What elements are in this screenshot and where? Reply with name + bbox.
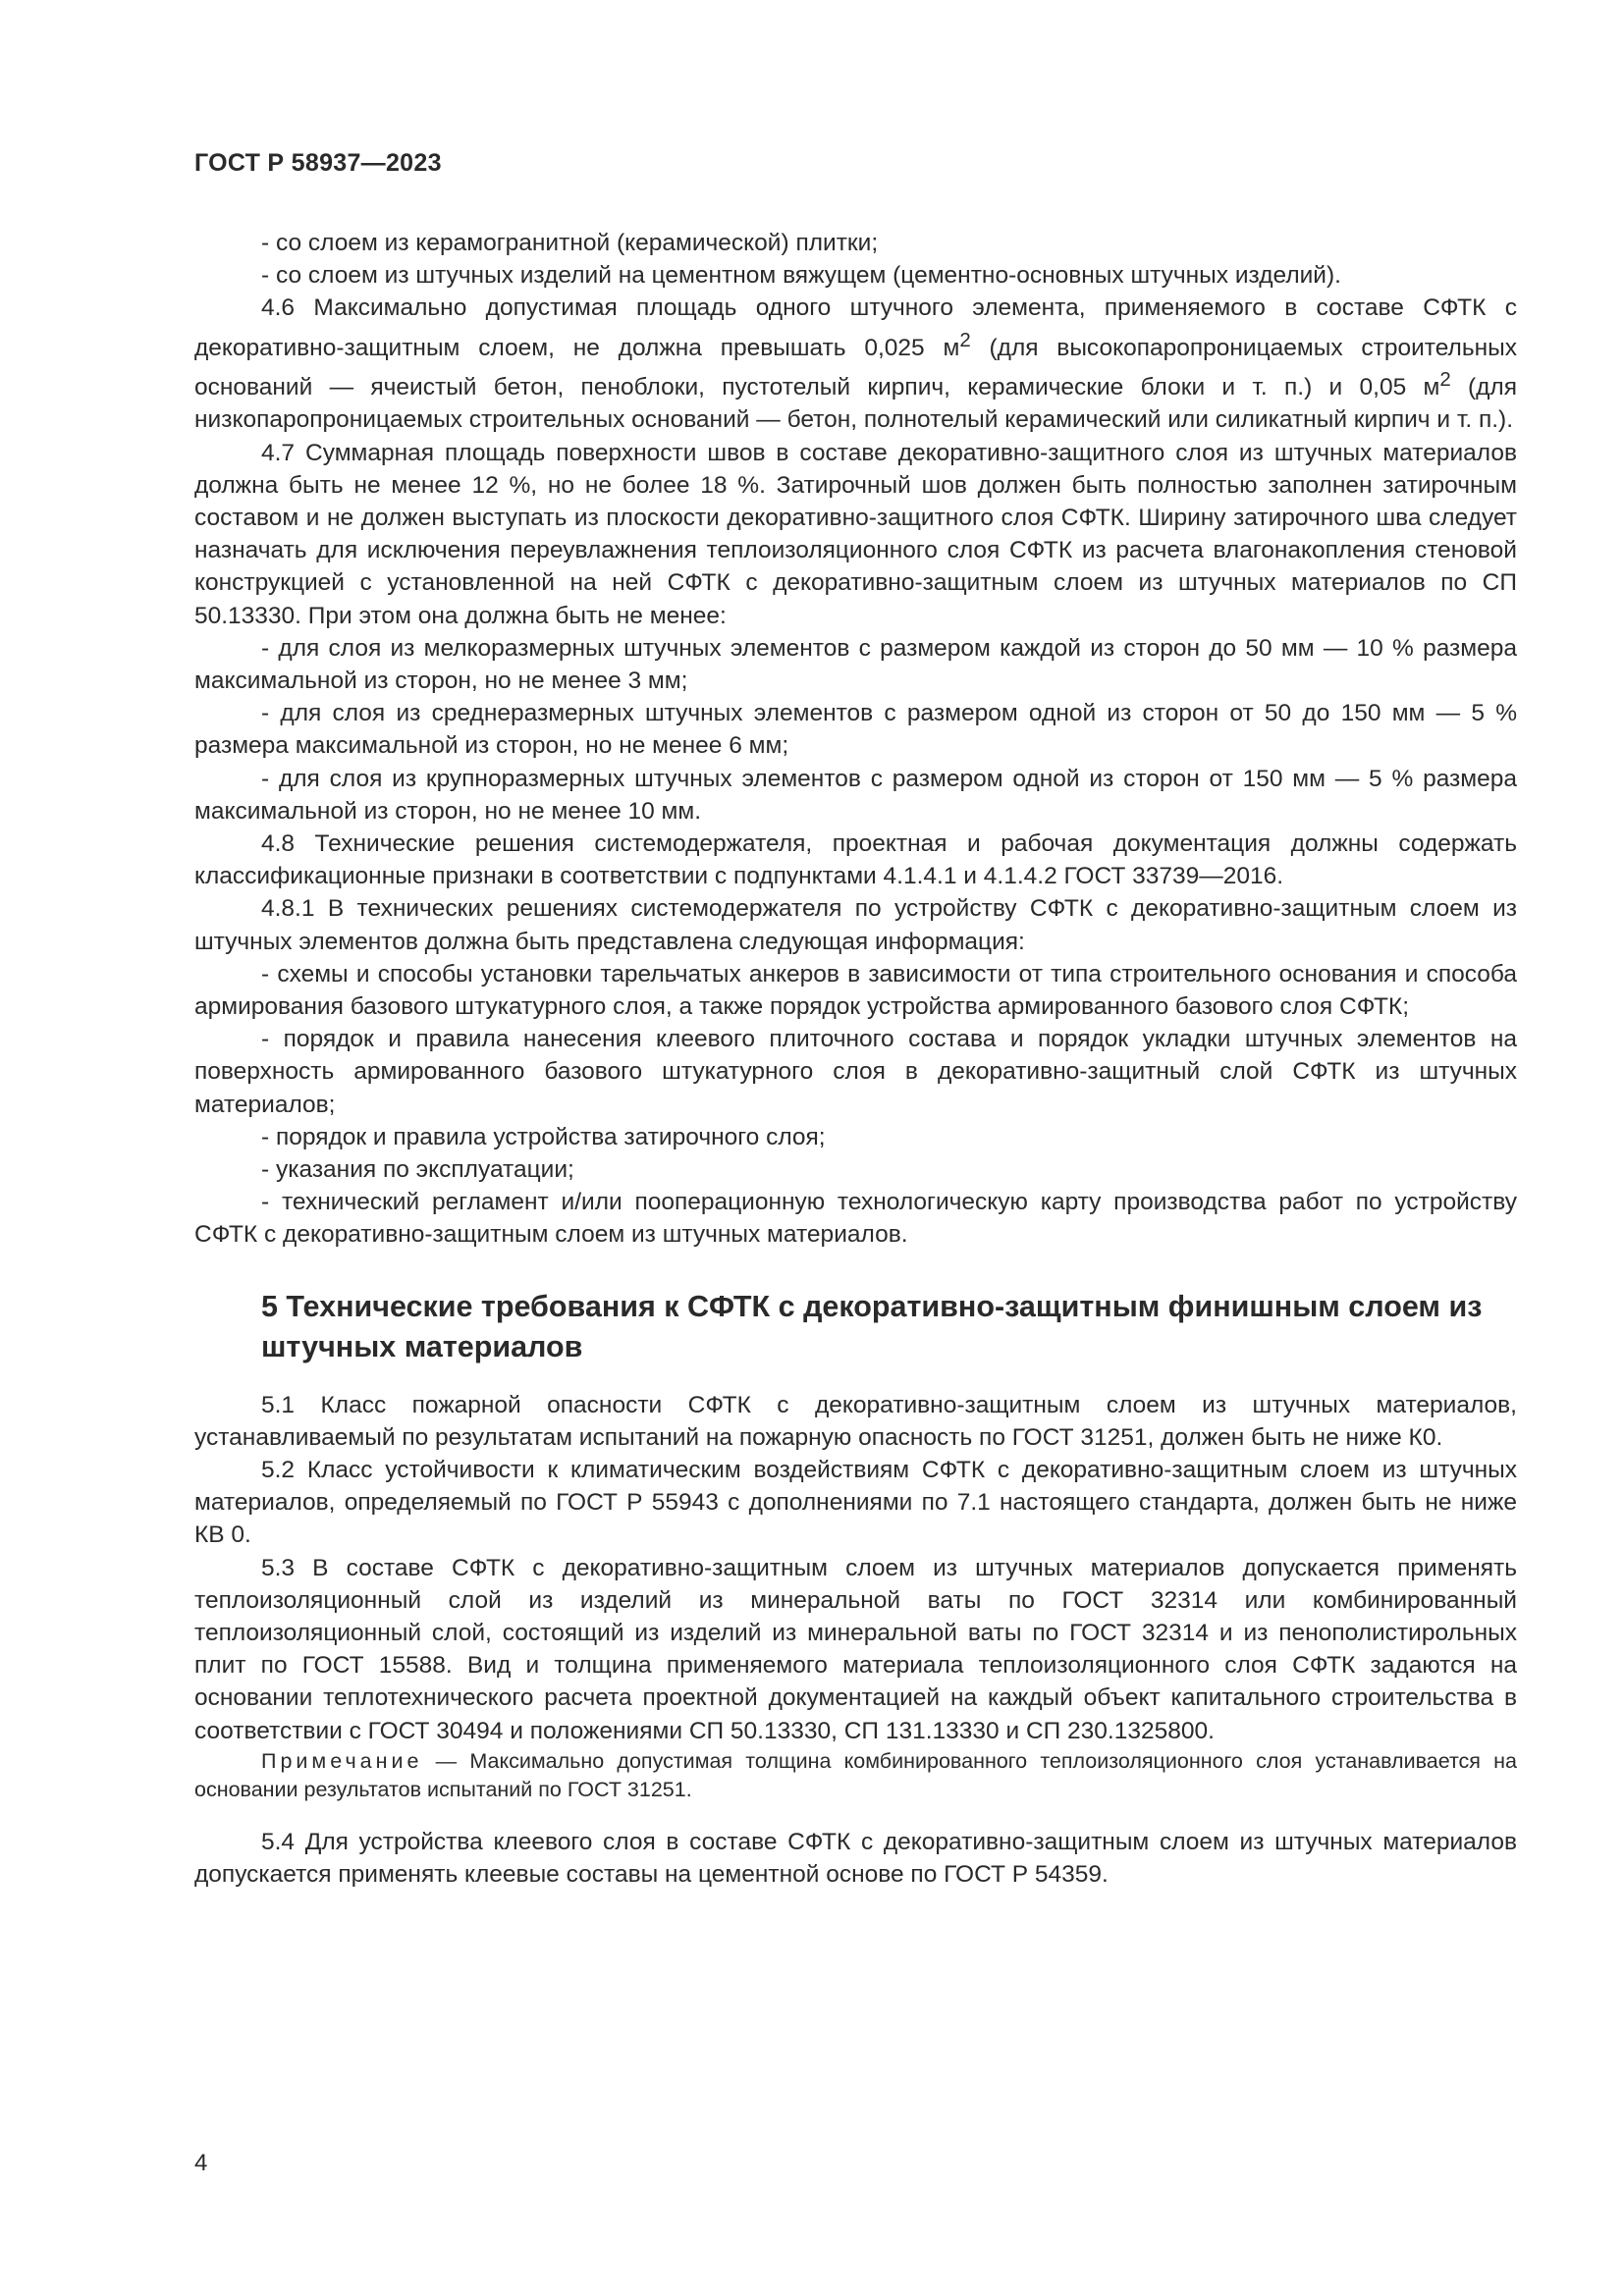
list-item-medium-elements: - для слоя из среднеразмерных штучных элементов с размером одной из сторон от 50 до 150 мм — 5 % размера максимальной из сторон, но не менее 6 мм; [194, 700, 1517, 760]
paragraph-5-2: 5.2 Класс устойчивости к климатическим воздействиям СФТК с декоративно-защитным слоем из штучных материалов, определяемый по ГОСТ Р 55943 с дополнениями по 7.1 настоящего стандарта, должен быть не ниже КВ 0. [194, 1457, 1517, 1549]
paragraph-4-6 [194, 292, 1517, 436]
list-item-small-elements: - для слоя из мелкоразмерных штучных элементов с размером каждой из сторон до 50 мм — 10 % размера максимальной из сторон, но не менее 3 мм; [194, 634, 1517, 694]
list-item-technical-regulation: - технический регламент и/или пооперационную технологическую карту производства работ по устройству СФТК с декоративно-защитным слоем из штучных материалов. [194, 1189, 1517, 1249]
paragraph-4-8: 4.8 Технические решения системодержателя, проектная и рабочая документация должны содержать классификационные признаки в соответствии с подпунктами 4.1.4.1 и 4.1.4.2 ГОСТ 33739—2016. [194, 829, 1517, 890]
list-item-cement-items: - со слоем из штучных изделий на цементном вяжущем (цементно-основных штучных изделий). [261, 262, 1341, 290]
list-item-grout-rules: - порядок и правила устройства затирочного слоя; [261, 1123, 826, 1150]
list-item-large-elements: - для слоя из крупноразмерных штучных элементов с размером одной из сторон от 150 мм — 5 % размера максимальной из сторон, но не менее 10 мм. [194, 765, 1517, 825]
list-item-ceramic-tile: - со слоем из керамогранитной (керамической) плитки; [261, 230, 879, 256]
list-item-adhesive-rules: - порядок и правила нанесения клеевого плиточного состава и порядок укладки штучных элементов на поверхность армированного базового штукатурного слоя в декоративно-защитный слой СФТК из штучных материалов; [194, 1026, 1517, 1118]
note [194, 1747, 1517, 1804]
paragraph-5-1: 5.1 Класс пожарной опасности СФТК с декоративно-защитным слоем из штучных материалов, устанавливаемый по результатам испытаний на пожарную опасность по ГОСТ 31251, должен быть не ниже К0. [194, 1391, 1517, 1451]
paragraph-5-3: 5.3 В составе СФТК с декоративно-защитным слоем из штучных материалов допускается применять теплоизоляционный слой из изделий из минеральной ваты по ГОСТ 32314 или комбинированный теплоизоляционный слой, состоящий из изделий из минеральной ваты по ГОСТ 32314 и из пенополистирольных плит по ГОСТ 15588. Вид и толщина применяемого материала теплоизоляционного слоя СФТК задаются на основании теплотехнического расчета проектной документацией на каждый объект капитального строительства в соответствии с ГОСТ 30494 и положениями СП 50.13330, СП 131.13330 и СП 230.1325800. [194, 1554, 1517, 1744]
note-label: Примечание [261, 1748, 423, 1773]
paragraph-4-7: 4.7 Суммарная площадь поверхности швов в составе декоративно-защитного слоя из штучных материалов должна быть не менее 12 %, но не более 18 %. Затирочный шов должен быть полностью заполнен затирочным составом и не должен выступать из плоскости декоративно-защитного слоя СФТК. Ширину затирочного шва следует назначать для исключения переувлажнения теплоизоляционного слоя СФТК из расчета влагонакопления стеновой конструкцией с установленной на ней СФТК с декоративно-защитным слоем из штучных материалов по СП 50.13330. При этом она должна быть не менее: [194, 439, 1517, 629]
superscript-2: 2 [959, 329, 971, 351]
document-header: ГОСТ Р 58937—2023 [194, 149, 442, 177]
list-item-anchor-schemes: - схемы и способы установки тарельчатых анкеров в зависимости от типа строительного основания и способа армирования базового штукатурного слоя, а также порядок устройства армированного базового слоя СФТК; [194, 960, 1517, 1020]
list-item-operation-instructions: - указания по эксплуатации; [261, 1156, 574, 1183]
paragraph-4-6-part1: 4.6 Максимально допустимая площадь одного штучного элемента, применяемого в составе СФТК с декоративно-защитным слоем, не должна превышать 0,025 м [194, 294, 1517, 361]
section-5-heading: 5 Технические требования к СФТК с декоративно-защитным финишным слоем из штучных материалов [261, 1289, 1483, 1363]
note-text: — Максимально допустимая толщина комбинированного теплоизоляционного слоя устанавливается на основании результатов испытаний по ГОСТ 31251. [194, 1748, 1517, 1801]
paragraph-4-6-part2: (для высокопаропроницаемых строительных оснований — ячеистый бетон, пеноблоки, пустотелый кирпич, керамические блоки и т. п.) и 0,05 м [194, 334, 1517, 401]
document-body [194, 227, 1517, 1891]
paragraph-5-4: 5.4 Для устройства клеевого слоя в составе СФТК с декоративно-защитным слоем из штучных материалов допускается применять клеевые составы на цементной основе по ГОСТ Р 54359. [194, 1828, 1517, 1889]
paragraph-4-6-part3: (для низкопаропроницаемых строительных оснований — бетон, полнотелый керамический или силикатный кирпич и т. п.). [194, 374, 1517, 434]
superscript-2: 2 [1439, 368, 1451, 391]
page-number: 4 [194, 2150, 208, 2176]
paragraph-4-8-1: 4.8.1 В технических решениях системодержателя по устройству СФТК с декоративно-защитным слоем из штучных элементов должна быть представлена следующая информация: [194, 895, 1517, 955]
